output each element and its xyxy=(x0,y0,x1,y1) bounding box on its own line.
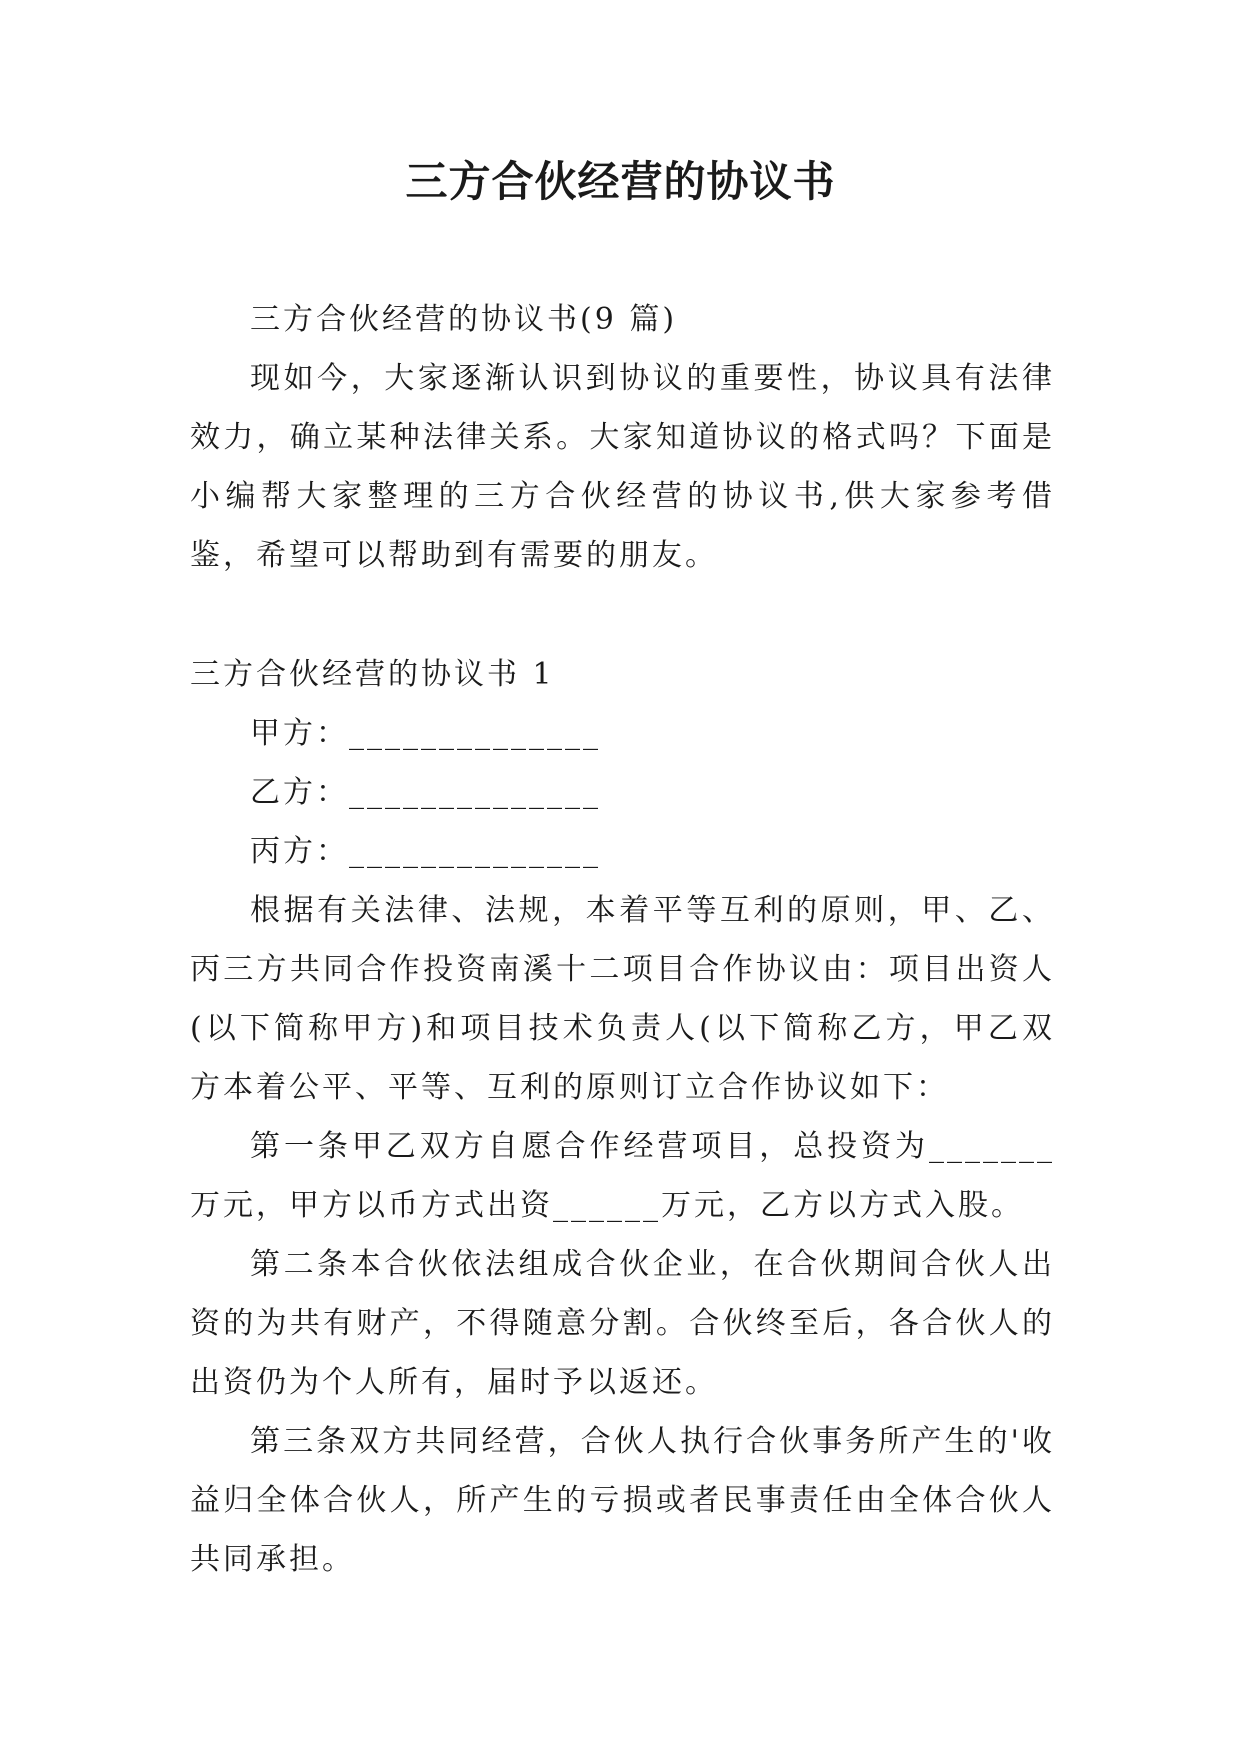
section-heading: 三方合伙经营的协议书 1 xyxy=(190,657,555,692)
article-3-paragraph: 第三条双方共同经营，合伙人执行合伙事务所产生的'收益归全体合伙人，所产生的亏损或者民事责任由全体合伙人共同承担。 xyxy=(190,1424,1055,1577)
cooperation-basis-paragraph: 根据有关法律、法规，本着平等互利的原则，甲、乙、丙三方共同合作投资南溪十二项目合作协议由：项目出资人(以下简称甲方)和项目技术负责人(以下简称乙方，甲乙双方本着公平、平等、互利的原则订立合作协议如下： xyxy=(190,893,1055,1105)
party-a-blank: ______________ xyxy=(349,716,601,751)
party-c-field xyxy=(190,822,1055,881)
intro-paragraph: 现如今，大家逐渐认识到协议的重要性，协议具有法律效力，确立某种法律关系。大家知道协议的格式吗？下面是小编帮大家整理的三方合伙经营的协议书,供大家参考借鉴，希望可以帮助到有需要的朋友。 xyxy=(190,361,1055,573)
section-spacer xyxy=(190,585,1055,645)
party-c-blank: ______________ xyxy=(349,834,601,869)
article-2-paragraph: 第二条本合伙依法组成合伙企业，在合伙期间合伙人出资的为共有财产，不得随意分割。合伙终至后，各合伙人的出资仍为个人所有，届时予以返还。 xyxy=(190,1247,1055,1400)
party-b-blank: ______________ xyxy=(349,775,601,810)
party-a-field xyxy=(190,704,1055,763)
document-title: 三方合伙经营的协议书 xyxy=(405,157,836,206)
article-1-paragraph: 第一条甲乙双方自愿合作经营项目，总投资为_______万元，甲方以币方式出资______万元，乙方以方式入股。 xyxy=(190,1129,1055,1223)
party-a-label: 甲方： xyxy=(250,716,349,751)
document-subtitle: 三方合伙经营的协议书(9 篇) xyxy=(250,302,678,337)
party-b-field xyxy=(190,763,1055,822)
party-c-label: 丙方： xyxy=(250,834,349,869)
party-b-label: 乙方： xyxy=(250,775,349,810)
document-body xyxy=(190,290,1055,1589)
